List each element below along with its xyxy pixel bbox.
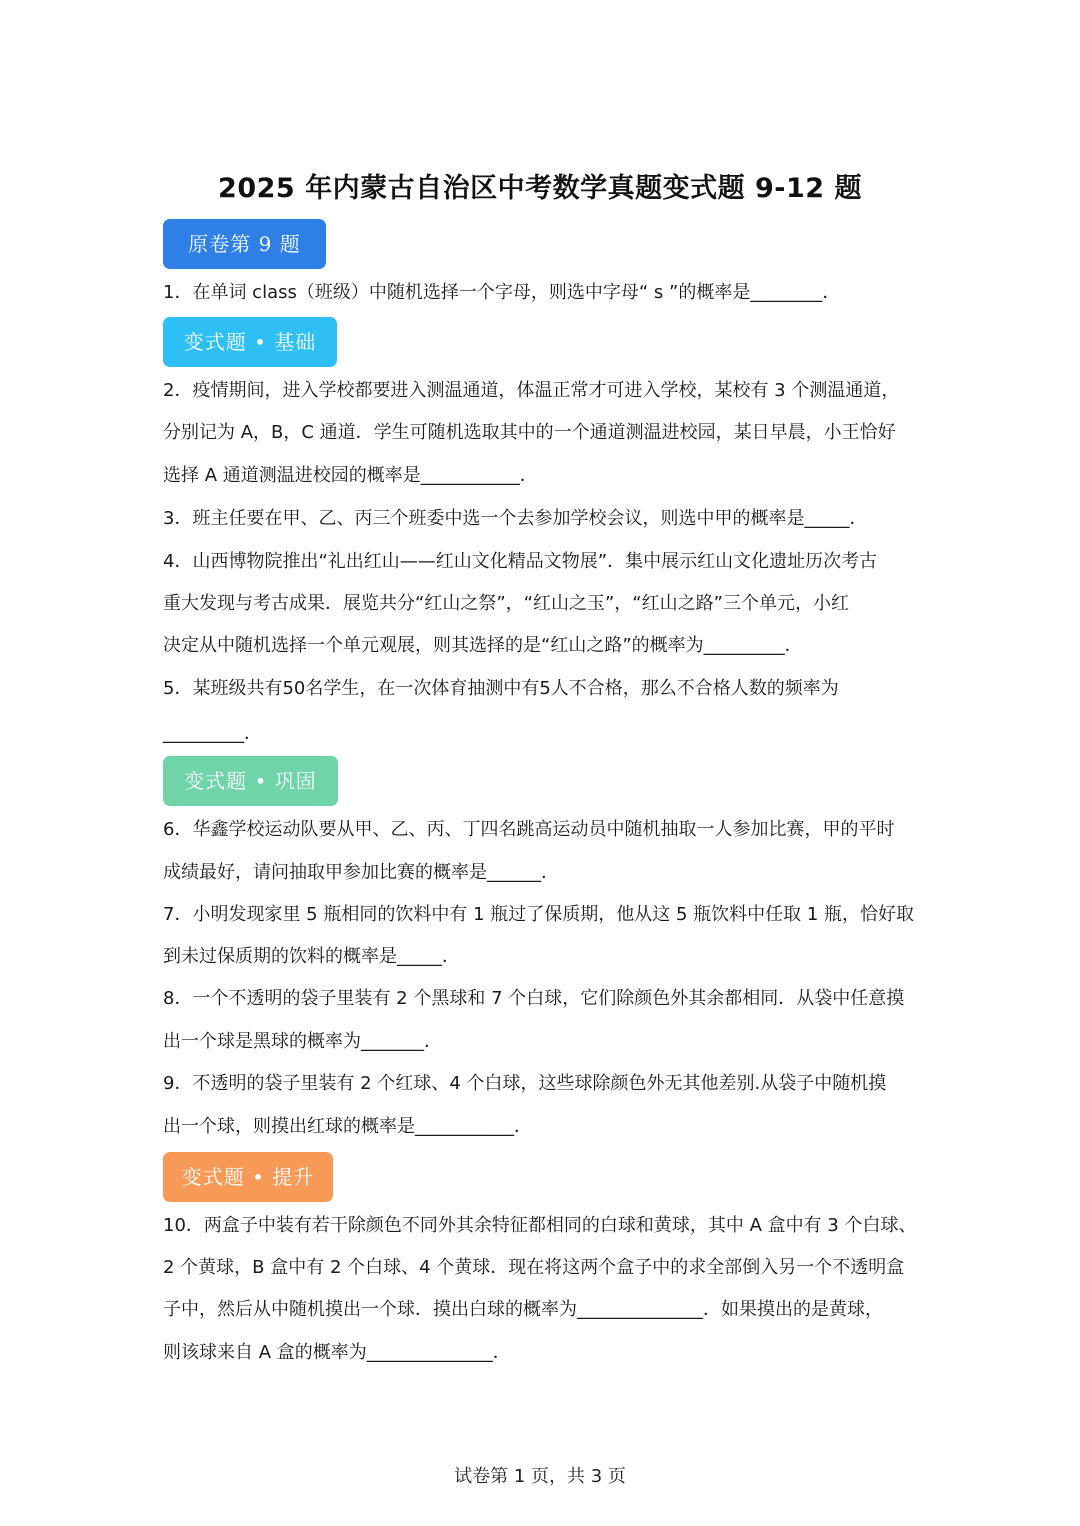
section-badge-consolidate: 变式题 • 巩固 <box>163 756 338 806</box>
page-title: 2025 年内蒙古自治区中考数学真题变式题 9-12 题 <box>218 173 862 204</box>
question-line: 分别记为 A，B，C 通道．学生可随机选取其中的一个通道测温进校园，某日早晨，小王恰好 <box>163 422 896 443</box>
question-line: 3．班主任要在甲、乙、丙三个班委中选一个去参加学校会议，则选中甲的概率是_____． <box>163 508 868 529</box>
question-line: 8．一个不透明的袋子里装有 2 个黑球和 7 个白球，它们除颜色外其余都相同．从袋中任意摸 <box>163 988 905 1009</box>
question-line: 重大发现与考古成果．展览共分“红山之祭”，“红山之玉”，“红山之路”三个单元，小红 <box>163 593 849 614</box>
question-line: 子中，然后从中随机摸出一个球．摸出白球的概率为______________．如果摸出的是黄球， <box>163 1299 883 1320</box>
question-line: 6．华鑫学校运动队要从甲、乙、丙、丁四名跳高运动员中随机抽取一人参加比赛，甲的平时 <box>163 819 895 840</box>
question-line: 则该球来自 A 盒的概率为______________． <box>163 1342 511 1363</box>
question-line: 7．小明发现家里 5 瓶相同的饮料中有 1 瓶过了保质期，他从这 5 瓶饮料中任取 1 瓶，恰好取 <box>163 904 915 925</box>
question-line: _________． <box>163 723 262 744</box>
question-line: 5．某班级共有50名学生，在一次体育抽测中有5人不合格，那么不合格人数的频率为 <box>163 678 839 699</box>
question-line: 2 个黄球，B 盒中有 2 个白球、4 个黄球．现在将这两个盒子中的求全部倒入另一个不透明盒 <box>163 1257 905 1278</box>
question-line: 出一个球，则摸出红球的概率是___________． <box>163 1116 532 1137</box>
question-line: 4．山西博物院推出“礼出红山——红山文化精品文物展”．集中展示红山文化遗址历次考古 <box>163 551 878 572</box>
question-line: 9．不透明的袋子里装有 2 个红球、4 个白球，这些球除颜色外无其他差别.从袋子中随机摸 <box>163 1073 887 1094</box>
question-line: 成绩最好，请问抽取甲参加比赛的概率是______． <box>163 862 559 883</box>
question-line: 10．两盒子中装有若干除颜色不同外其余特征都相同的白球和黄球，其中 A 盒中有 3 个白球、 <box>163 1215 917 1236</box>
section-badge-basic: 变式题 • 基础 <box>163 317 337 367</box>
question-line: 1．在单词 class（班级）中随机选择一个字母，则选中字母“ s ”的概率是________． <box>163 282 841 303</box>
section-badge-original: 原卷第 9 题 <box>163 219 326 269</box>
question-line: 到未过保质期的饮料的概率是_____． <box>163 946 460 967</box>
question-line: 出一个球是黑球的概率为_______． <box>163 1031 442 1052</box>
question-line: 决定从中随机选择一个单元观展，则其选择的是“红山之路”的概率为_________． <box>163 635 803 656</box>
section-badge-advanced: 变式题 • 提升 <box>163 1152 333 1202</box>
question-line: 选择 A 通道测温进校园的概率是___________． <box>163 465 538 486</box>
question-line: 2．疫情期间，进入学校都要进入测温通道，体温正常才可进入学校，某校有 3 个测温通道， <box>163 380 900 401</box>
page-footer: 试卷第 1 页，共 3 页 <box>454 1466 626 1487</box>
